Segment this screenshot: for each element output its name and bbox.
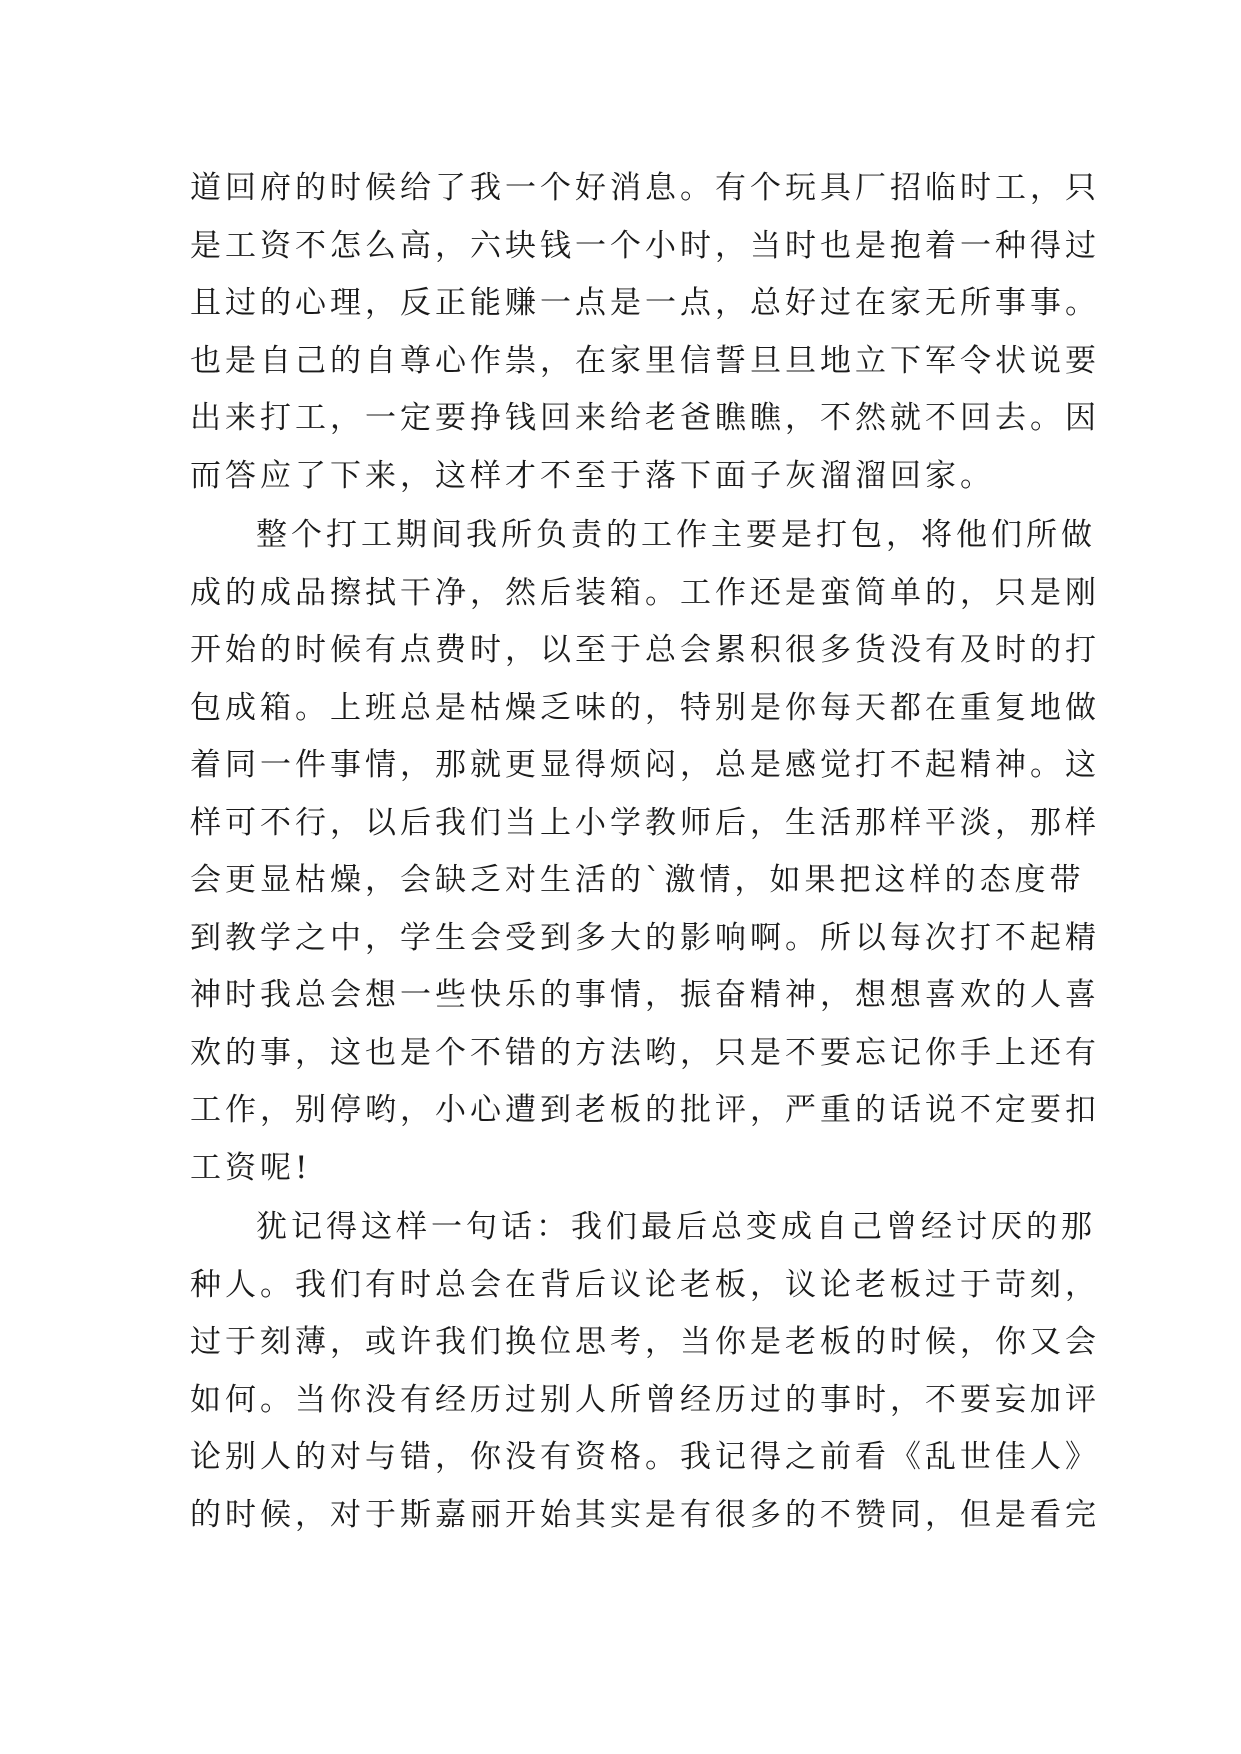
text-line: 包成箱。上班总是枯燥乏味的，特别是你每天都在重复地做 [190,689,1100,726]
text-line: 整个打工期间我所负责的工作主要是打包，将他们所做 [256,517,1096,553]
text-line: 且过的心理，反正能赚一点是一点，总好过在家无所事事。 [190,285,1100,321]
text-line: 到教学之中，学生会受到多大的影响啊。所以每次打不起精 [190,919,1100,956]
paragraph-3 [190,1199,1100,1544]
text-line: 出来打工，一定要挣钱回来给老爸瞧瞧，不然就不回去。因 [190,400,1100,436]
text-line: 欢的事，这也是个不错的方法哟，只是不要忘记你手上还有 [190,1034,1100,1071]
text-line: 的时候，对于斯嘉丽开始其实是有很多的不赞同，但是看完 [190,1496,1100,1533]
text-line: 会更显枯燥，会缺乏对生活的`激情，如果把这样的态度带 [190,862,1085,898]
text-line: 道回府的时候给了我一个好消息。有个玩具厂招临时工，只 [190,170,1100,206]
text-line: 论别人的对与错，你没有资格。我记得之前看《乱世佳人》 [190,1439,1100,1475]
text-line: 着同一件事情，那就更显得烦闷，总是感觉打不起精神。这 [190,747,1100,783]
text-line: 样可不行，以后我们当上小学教师后，生活那样平淡，那样 [190,804,1100,841]
text-line: 是工资不怎么高，六块钱一个小时，当时也是抱着一种得过 [190,227,1100,264]
text-line: 神时我总会想一些快乐的事情，振奋精神，想想喜欢的人喜 [190,977,1100,1013]
text-line: 如何。当你没有经历过别人所曾经历过的事时，不要妄加评 [190,1381,1100,1418]
text-line: 开始的时候有点费时，以至于总会累积很多货没有及时的打 [190,632,1100,668]
text-line: 工作，别停哟，小心遭到老板的批评，严重的话说不定要扣 [190,1092,1100,1128]
text-line: 种人。我们有时总会在背后议论老板，议论老板过于苛刻， [190,1266,1100,1303]
text-line: 过于刻薄，或许我们换位思考，当你是老板的时候，你又会 [190,1324,1100,1360]
text-line: 而答应了下来，这样才不至于落下面子灰溜溜回家。 [190,457,995,494]
text-line: 也是自己的自尊心作祟，在家里信誓旦旦地立下军令状说要 [190,342,1100,379]
text-line: 工资呢! [190,1149,312,1186]
text-line: 成的成品擦拭干净，然后装箱。工作还是蛮简单的，只是刚 [190,574,1100,611]
paragraph-2 [190,507,1100,1197]
text-line: 犹记得这样一句话：我们最后总变成自己曾经讨厌的那 [256,1209,1096,1245]
paragraph-1 [190,160,1100,505]
document-body [190,160,1100,1544]
